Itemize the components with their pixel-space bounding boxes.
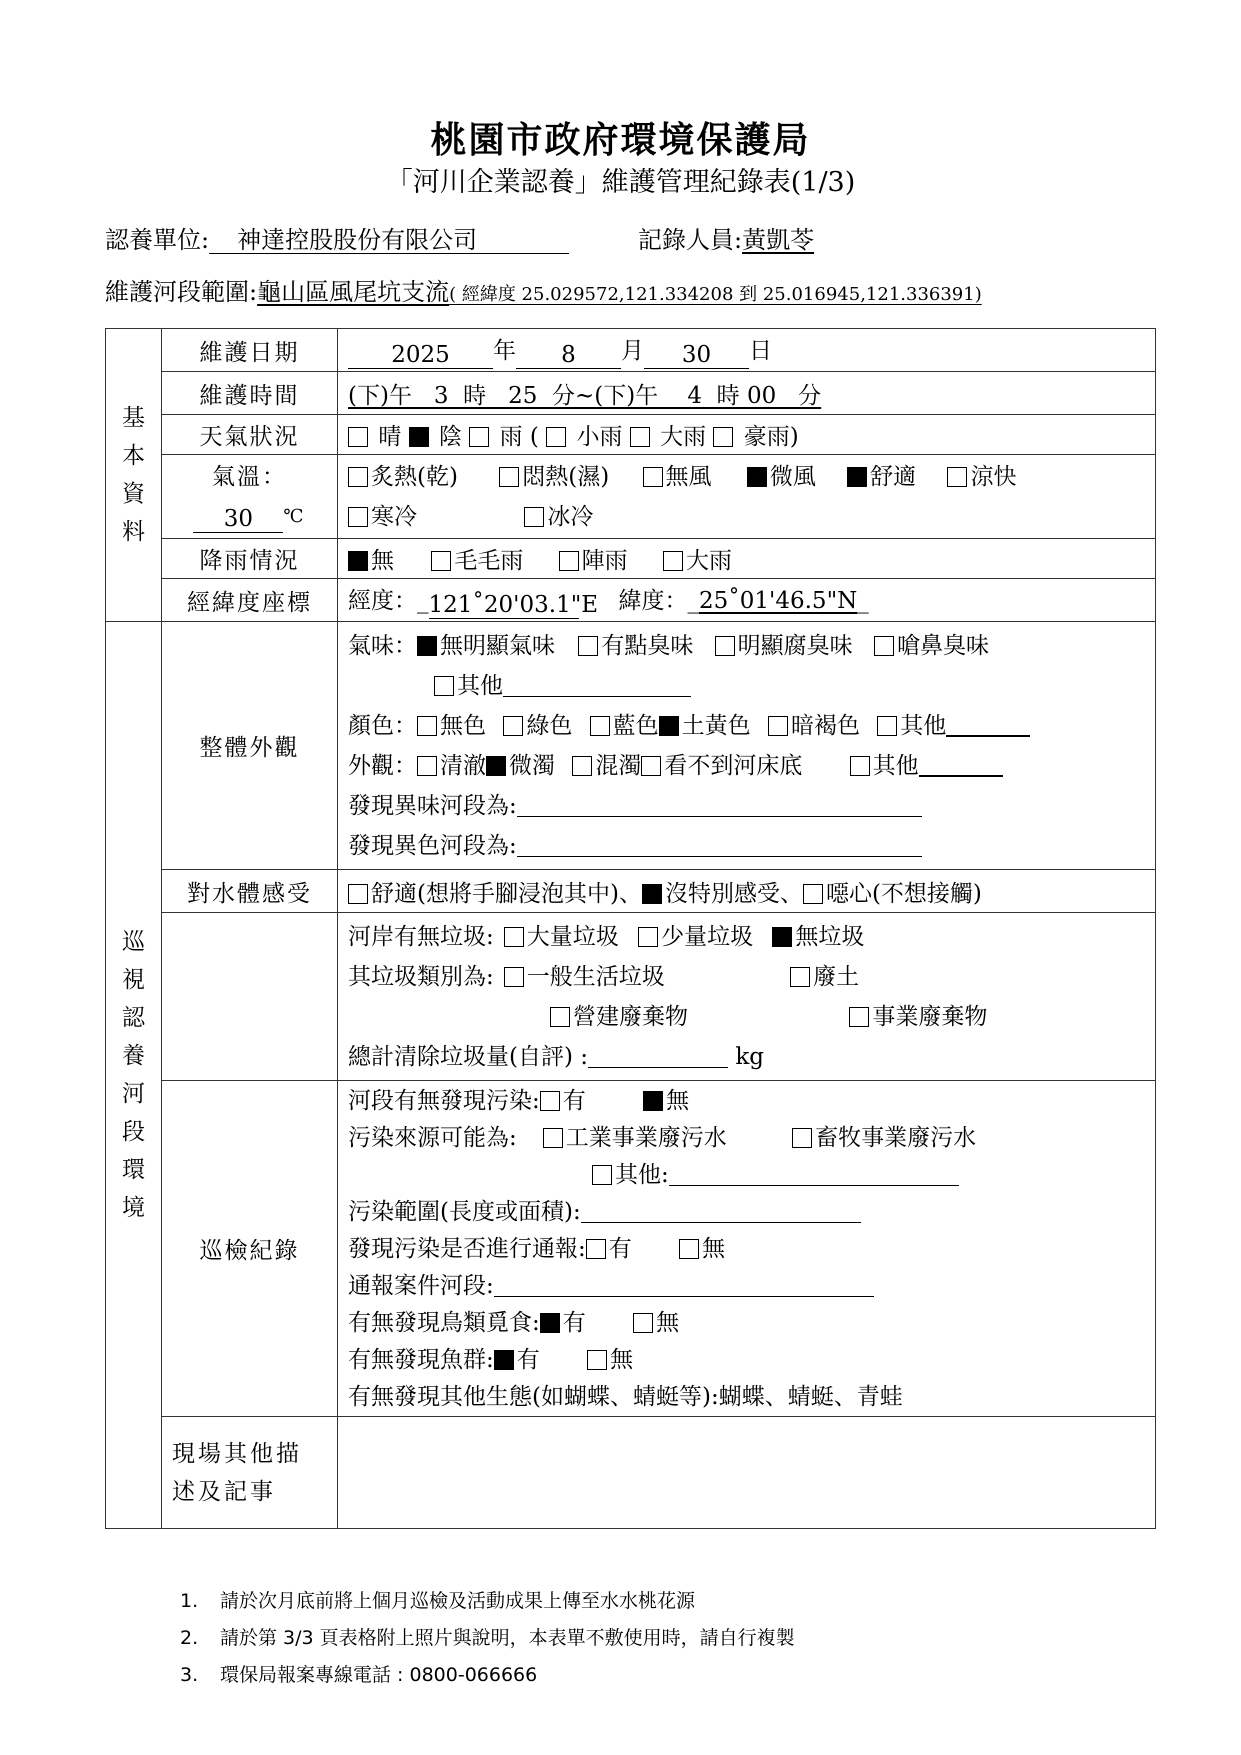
color-other-field[interactable]: [946, 711, 1030, 737]
footnote-number: 2.: [180, 1627, 199, 1649]
source-label: 污染來源可能為:: [348, 1125, 517, 1151]
year-field[interactable]: 2025: [348, 342, 493, 369]
garbage-options: [338, 913, 1156, 1081]
checkbox[interactable]: [504, 967, 524, 987]
option-label: 有: [516, 1347, 540, 1373]
fish-label: 有無發現魚群:: [348, 1347, 494, 1373]
option-label: 無垃圾: [795, 923, 865, 950]
adopter-label: 認養單位:: [105, 226, 210, 254]
checkbox-checked[interactable]: [747, 467, 767, 487]
recorder-row: [638, 220, 814, 255]
checkbox[interactable]: [417, 716, 437, 736]
feel-label: 對水體感受: [162, 870, 338, 913]
smell-label: 氣味：: [348, 632, 417, 659]
checkbox-checked[interactable]: [486, 756, 506, 776]
checkbox[interactable]: [546, 427, 566, 447]
checkbox[interactable]: [348, 884, 368, 904]
range-coords: ( 經緯度 25.029572,121.334208 到 25.016945,121.336391): [449, 284, 982, 305]
checkbox[interactable]: [679, 1239, 699, 1259]
option-label: 一般生活垃圾: [526, 963, 665, 990]
footnote-text: 環保局報案專線電話 : 0800-066666: [220, 1664, 538, 1686]
time-field[interactable]: (下)午 3 時 25 分~(下)午 4 時 00 分: [348, 382, 822, 409]
temperature-cell: [162, 455, 338, 539]
footnote-number: 1.: [180, 1590, 199, 1612]
form-subtitle: 「河川企業認養」維護管理紀錄表(1/3): [385, 167, 856, 198]
footnote-text: 請於次月底前將上個月巡檢及活動成果上傳至水水桃花源: [220, 1590, 696, 1612]
checkbox[interactable]: [663, 551, 683, 571]
checkbox[interactable]: [590, 716, 610, 736]
coordinate-value: [338, 579, 1156, 622]
page-title: 桃園市政府環境保護局: [430, 119, 811, 161]
garbage-unit: kg: [735, 1043, 764, 1070]
record-label: 巡檢紀錄: [162, 1081, 338, 1417]
garbage-label: 河岸有無垃圾:: [348, 923, 494, 950]
checkbox[interactable]: [559, 551, 579, 571]
color-section-label: 發現異色河段為:: [348, 832, 517, 859]
footnote-text: 請於第 3/3 頁表格附上照片與說明，本表單不敷使用時，請自行複製: [220, 1627, 795, 1649]
checkbox[interactable]: [348, 427, 368, 447]
option-label: 廢土: [813, 963, 860, 990]
checkbox[interactable]: [550, 1007, 570, 1027]
checkbox[interactable]: [499, 467, 519, 487]
report-label: 發現污染是否進行通報:: [348, 1236, 586, 1262]
section-basic: [106, 329, 162, 622]
checkbox[interactable]: [877, 716, 897, 736]
range-label: 維護河段範圍:: [105, 278, 258, 306]
checkbox[interactable]: [638, 927, 658, 947]
option-label: 豪雨): [743, 424, 799, 450]
option-label: 其他: [457, 672, 503, 699]
time-label: 維護時間: [162, 372, 338, 415]
date-label: 維護日期: [162, 329, 338, 372]
checkbox[interactable]: [641, 756, 661, 776]
option-label: 噁心(不想接觸): [825, 880, 982, 907]
checkbox[interactable]: [524, 507, 544, 527]
latitude-field[interactable]: 25˚01'46.5"N: [699, 587, 858, 614]
odor-section-field[interactable]: [517, 792, 922, 817]
recorder-value: 黃凱苓: [742, 226, 815, 254]
garbage-type-label: 其垃圾類別為:: [348, 963, 494, 990]
odor-section-label: 發現異味河段為:: [348, 792, 517, 819]
appearance-options: [338, 622, 1156, 870]
option-label: 陣雨: [581, 548, 628, 574]
garbage-total-label: 總計清除垃圾量(自評) :: [348, 1043, 589, 1070]
pollution-label: 河段有無發現污染:: [348, 1088, 540, 1114]
checkbox[interactable]: [348, 507, 368, 527]
option-label: 事業廢棄物: [872, 1003, 988, 1030]
longitude-field[interactable]: 121˚20'03.1"E: [428, 591, 599, 618]
checkbox-checked[interactable]: [772, 927, 792, 947]
temperature-label: 氣溫：: [212, 463, 287, 490]
checkbox[interactable]: [417, 756, 437, 776]
checkbox[interactable]: [503, 716, 523, 736]
checkbox[interactable]: [713, 427, 733, 447]
option-label: 清澈: [440, 752, 486, 779]
other-notes-field[interactable]: [338, 1417, 1156, 1529]
checkbox-checked[interactable]: [643, 1091, 663, 1111]
option-label: 微濁: [509, 752, 555, 779]
option-label: 其他: [900, 712, 947, 739]
checkbox[interactable]: [792, 1128, 812, 1148]
footnote: [180, 1657, 795, 1694]
option-label: 土黃色: [681, 712, 751, 739]
option-label: 暗褐色: [790, 712, 860, 739]
option-label: 無明顯氣味: [440, 632, 555, 659]
option-label: 無色: [440, 712, 486, 739]
section-basic-label: 基本資料: [122, 405, 145, 545]
option-label: 無: [702, 1236, 726, 1262]
other-notes-label: 現場其他描述及記事: [162, 1417, 338, 1529]
option-label: 有: [562, 1310, 586, 1336]
year-unit: 年: [493, 337, 516, 364]
birds-label: 有無發現鳥類覓食:: [348, 1310, 540, 1336]
checkbox[interactable]: [850, 756, 870, 776]
option-label: 舒適(想將手腳浸泡其中)、: [371, 880, 642, 907]
checkbox-checked[interactable]: [348, 551, 368, 571]
option-label: 無: [656, 1310, 680, 1336]
month-field[interactable]: 8: [516, 342, 621, 369]
option-label: 有: [608, 1236, 632, 1262]
range-value: 龜山區風尾坑支流: [257, 278, 450, 306]
temperature-options: [338, 455, 1156, 539]
checkbox[interactable]: [504, 927, 524, 947]
temperature-unit: ℃: [283, 505, 306, 527]
checkbox[interactable]: [540, 1091, 560, 1111]
option-label: 有: [562, 1088, 586, 1114]
checkbox[interactable]: [803, 884, 823, 904]
eco-label: 有無發現其他生態(如蝴蝶、蜻蜓等):: [348, 1384, 719, 1410]
option-label: 陰: [438, 424, 462, 450]
checkbox[interactable]: [768, 716, 788, 736]
option-label: 小雨: [576, 424, 623, 450]
garbage-total-field[interactable]: [588, 1043, 728, 1068]
option-label: 寒冷: [371, 503, 417, 530]
option-label: 藍色: [612, 712, 659, 739]
checkbox[interactable]: [633, 1313, 653, 1333]
option-label: 舒適: [870, 463, 917, 490]
eco-value[interactable]: 蝴蝶、蜻蜓、青蛙: [718, 1384, 903, 1410]
longitude-label: 經度：_: [348, 587, 429, 614]
checkbox[interactable]: [434, 676, 454, 696]
checkbox[interactable]: [578, 636, 598, 656]
option-label: 晴: [378, 424, 402, 450]
color-label: 顏色：: [348, 712, 417, 739]
weather-options: [338, 415, 1156, 455]
color-section-field[interactable]: [517, 832, 922, 857]
option-label: 工業事業廢污水: [565, 1125, 727, 1151]
checkbox[interactable]: [715, 636, 735, 656]
appearance-label: 整體外觀: [162, 622, 338, 870]
range-row: [105, 272, 982, 307]
checkbox[interactable]: [947, 467, 967, 487]
time-value: [338, 372, 1156, 415]
option-label: 大量垃圾: [526, 923, 619, 950]
checkbox-checked[interactable]: [494, 1350, 514, 1370]
option-label: 其他:: [615, 1162, 669, 1188]
rainfall-label: 降雨情況: [162, 539, 338, 579]
option-label: 毛毛雨: [454, 548, 524, 574]
rainfall-options: [338, 539, 1156, 579]
section-patrol: [106, 622, 162, 1529]
checkbox[interactable]: [849, 1007, 869, 1027]
day-unit: 日: [749, 337, 772, 364]
option-label: 畜牧事業廢污水: [815, 1125, 977, 1151]
option-label: 看不到河床底: [664, 752, 803, 779]
garbage-label-cell: [162, 913, 338, 1081]
option-label: 微風: [769, 463, 816, 490]
option-label: 大雨: [660, 424, 707, 450]
checkbox[interactable]: [630, 427, 650, 447]
option-label: 無: [666, 1088, 690, 1114]
temperature-field[interactable]: 30: [193, 506, 283, 533]
option-label: 冰冷: [547, 503, 594, 530]
report-section-field[interactable]: [494, 1272, 874, 1297]
checkbox-checked[interactable]: [540, 1313, 560, 1333]
look-label: 外觀：: [348, 752, 417, 779]
option-label: 涼快: [970, 463, 1017, 490]
option-label: 無: [371, 548, 394, 574]
coordinate-label: 經緯度座標: [162, 579, 338, 622]
source-other-field[interactable]: [669, 1161, 959, 1186]
checkbox-checked[interactable]: [659, 716, 679, 736]
option-label: 少量垃圾: [661, 923, 754, 950]
checkbox[interactable]: [790, 967, 810, 987]
day-field[interactable]: 30: [644, 342, 749, 369]
checkbox[interactable]: [543, 1128, 563, 1148]
option-label: 混濁: [595, 752, 642, 779]
checkbox-checked[interactable]: [847, 467, 867, 487]
latitude-label: 緯度：_: [618, 587, 699, 614]
adopter-row: [105, 220, 569, 255]
option-label: 嗆鼻臭味: [896, 632, 989, 659]
look-other-field[interactable]: [919, 751, 1003, 777]
checkbox[interactable]: [592, 1165, 612, 1185]
footnote: [180, 1583, 795, 1620]
checkbox[interactable]: [587, 1350, 607, 1370]
checkbox[interactable]: [643, 467, 663, 487]
option-label: 無: [610, 1347, 634, 1373]
checkbox-checked[interactable]: [642, 884, 662, 904]
section-patrol-label: 巡視認養河段環境: [122, 929, 145, 1221]
footnote: [180, 1620, 795, 1657]
checkbox[interactable]: [469, 427, 489, 447]
option-label: 明顯腐臭味: [737, 632, 853, 659]
option-label: 綠色: [526, 712, 573, 739]
option-label: 大雨: [685, 548, 732, 574]
checkbox[interactable]: [431, 551, 451, 571]
adopter-value: 神達控股股份有限公司: [209, 227, 569, 254]
option-label: 沒特別感受、: [664, 880, 803, 907]
report-section-label: 通報案件河段:: [348, 1273, 494, 1299]
footnotes: [180, 1583, 795, 1694]
option-label: 雨 (: [499, 424, 539, 450]
record-options: [338, 1081, 1156, 1417]
checkbox-checked[interactable]: [417, 636, 437, 656]
option-label: 無風: [665, 463, 712, 490]
option-label: 其他: [872, 752, 919, 779]
date-value: [338, 329, 1156, 372]
option-label: 有點臭味: [601, 632, 694, 659]
checkbox-checked[interactable]: [409, 427, 429, 447]
option-label: 炙熱(乾): [371, 463, 458, 490]
option-label: 營建廢棄物: [573, 1003, 688, 1030]
feel-options: [338, 870, 1156, 913]
latitude-tail: _: [857, 587, 869, 614]
recorder-label: 記錄人員:: [638, 226, 743, 254]
extent-field[interactable]: [581, 1198, 861, 1223]
footnote-number: 3.: [180, 1664, 199, 1686]
checkbox[interactable]: [348, 467, 368, 487]
smell-other-field[interactable]: [503, 672, 691, 697]
weather-label: 天氣狀況: [162, 415, 338, 455]
option-label: 悶熱(濕): [522, 463, 610, 490]
checkbox[interactable]: [586, 1239, 606, 1259]
record-form: [105, 328, 1156, 1529]
month-unit: 月: [621, 337, 644, 364]
extent-label: 污染範圍(長度或面積):: [348, 1199, 581, 1225]
checkbox[interactable]: [874, 636, 894, 656]
checkbox[interactable]: [572, 756, 592, 776]
